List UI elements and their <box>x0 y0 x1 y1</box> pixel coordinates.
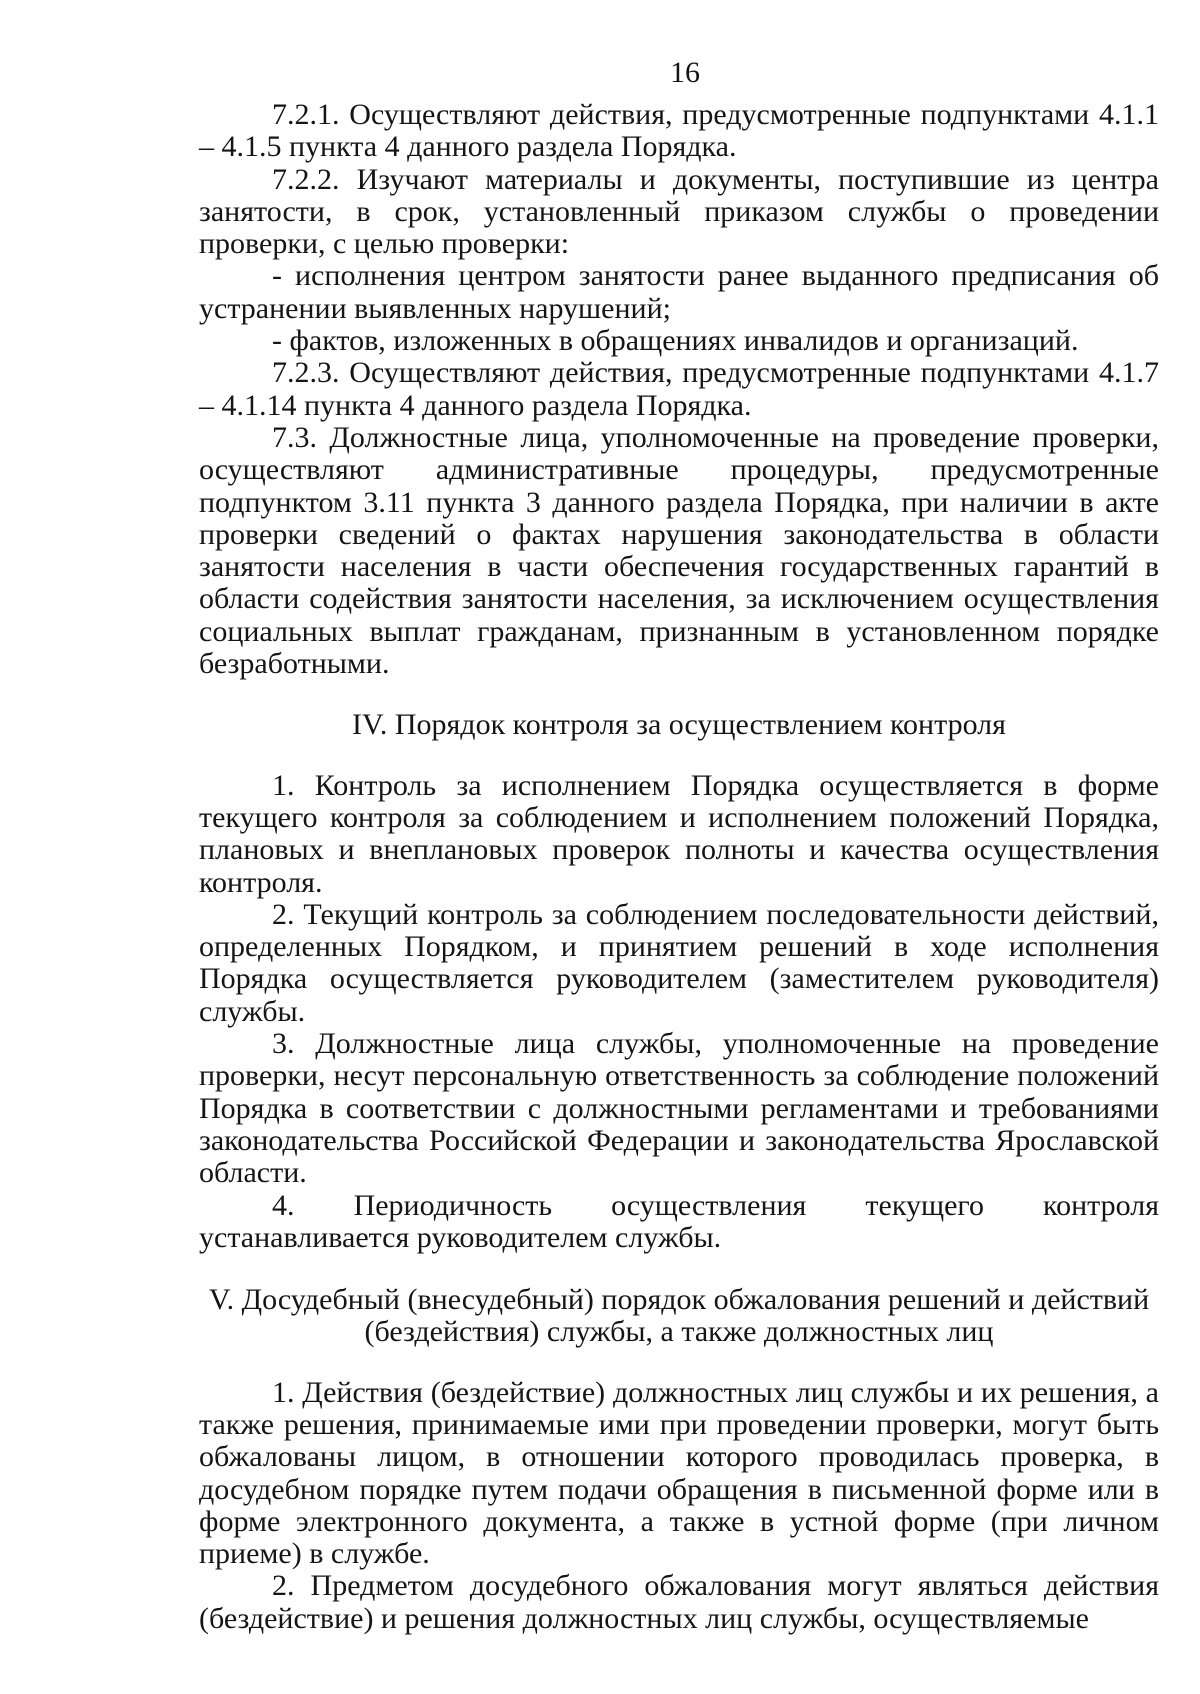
page-number: 16 <box>670 56 700 89</box>
section-v-heading-line-1: V. Досудебный (внесудебный) порядок обжалования решений и действий <box>208 1283 1150 1317</box>
paragraph-7-2-3: 7.2.3. Осуществляют действия, предусмотренные подпунктами 4.1.7 – 4.1.14 пункта 4 данного раздела Порядка. <box>199 356 1159 422</box>
document-body <box>199 99 1159 1635</box>
section-iv-paragraph-3: 3. Должностные лица службы, уполномоченные на проведение проверки, несут персональную ответственность за соблюдение положений Порядка в соответствии с должностными регламентами и требованиями законодательства Российской Федерации и законодательства Ярославской области. <box>199 1027 1159 1190</box>
section-v-heading <box>199 1284 1159 1349</box>
section-v-paragraph-2: 2. Предметом досудебного обжалования могут являться действия (бездействие) и решения должностных лиц службы, осуществляемые <box>199 1569 1159 1635</box>
section-v-paragraph-1: 1. Действия (бездействие) должностных лиц службы и их решения, а также решения, принимаемые ими при проведении проверки, могут быть обжалованы лицом, в отношении которого проводилась проверка, в досудебном порядке путем подачи обращения в письменной форме или в форме электронного документа, а также в устной форме (при личном приеме) в службе. <box>199 1375 1159 1571</box>
section-iv-paragraph-1: 1. Контроль за исполнением Порядка осуществляется в форме текущего контроля за соблюдением и исполнением положений Порядка, плановых и внеплановых проверок полноты и качества осуществления контроля. <box>199 768 1159 899</box>
section-iv-paragraph-2: 2. Текущий контроль за соблюдением последовательности действий, определенных Порядком, и принятием решений в ходе исполнения Порядка осуществляется руководителем (заместителем руководителя) службы. <box>199 897 1159 1028</box>
list-item-prescription: - исполнения центром занятости ранее выданного предписания об устранении выявленных нарушений; <box>199 259 1159 325</box>
section-v-heading-line-2: (бездействия) службы, а также должностных лиц <box>364 1315 994 1349</box>
paragraph-7-3: 7.3. Должностные лица, уполномоченные на проведение проверки, осуществляют административные процедуры, предусмотренные подпунктом 3.11 пункта 3 данного раздела Порядка, при наличии в акте проверки сведений о фактах нарушения законодательства в области занятости населения в части обеспечения государственных гарантий в области содействия занятости населения, за исключением осуществления социальных выплат гражданам, признанным в установленном порядке безработными. <box>199 420 1159 681</box>
section-iv-heading: IV. Порядок контроля за осуществлением контроля <box>352 708 1006 742</box>
list-item-appeals: - фактов, изложенных в обращениях инвалидов и организаций. <box>272 324 1079 358</box>
section-iv-paragraph-4: 4. Периодичность осуществления текущего контроля устанавливается руководителем службы. <box>199 1188 1159 1254</box>
paragraph-7-2-2: 7.2.2. Изучают материалы и документы, поступившие из центра занятости, в срок, установленный приказом службы о проведении проверки, с целью проверки: <box>199 162 1159 261</box>
paragraph-7-2-1: 7.2.1. Осуществляют действия, предусмотренные подпунктами 4.1.1 – 4.1.5 пункта 4 данного раздела Порядка. <box>199 98 1159 164</box>
